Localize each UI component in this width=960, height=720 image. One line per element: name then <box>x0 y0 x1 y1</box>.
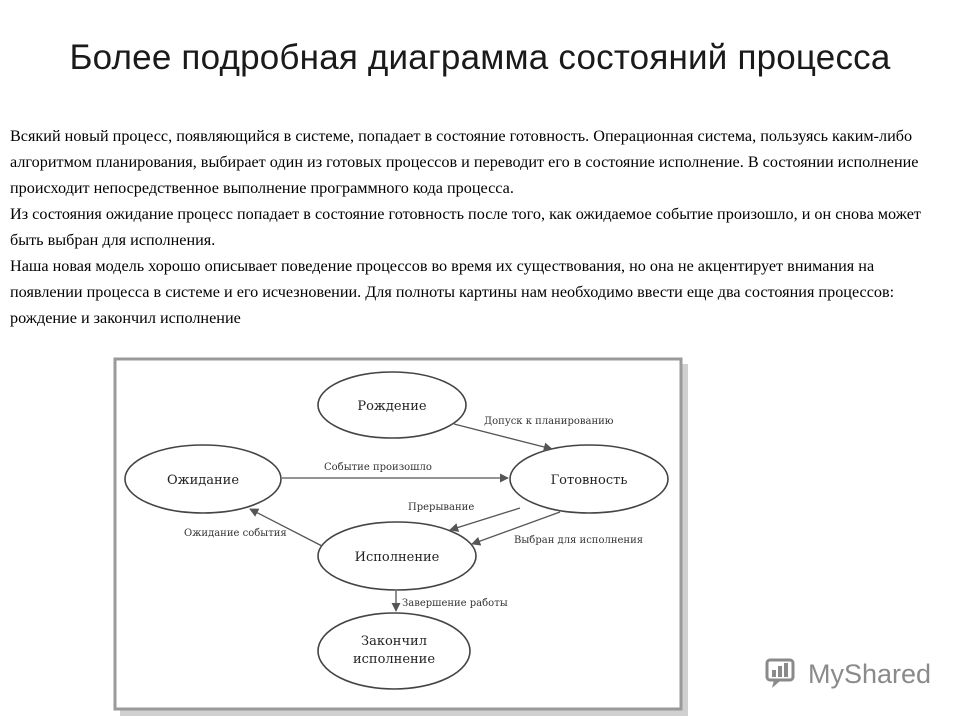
node-birth-label: Рождение <box>357 399 427 414</box>
node-finished-label-1: Закончил <box>361 634 427 649</box>
node-waiting <box>125 445 281 513</box>
node-running <box>318 522 476 590</box>
node-running-label: Исполнение <box>354 550 440 565</box>
node-birth <box>318 372 466 438</box>
edge-exit-label: Завершение работы <box>402 598 508 609</box>
myshared-logo-icon <box>764 656 802 692</box>
myshared-logo <box>764 656 931 692</box>
node-ready <box>510 445 668 513</box>
node-finished <box>318 613 470 689</box>
edge-wait-event-label: Ожидание события <box>184 528 287 539</box>
node-finished-label-2: исполнение <box>352 652 436 667</box>
paragraph-2: Из состояния ожидание процесс попадает в состояние готовность после того, как ожидаемое событие произошло, и он снова может быть выбран для исполнения. <box>10 205 921 249</box>
body-text <box>10 123 945 331</box>
myshared-logo-text: MyShared <box>808 658 932 689</box>
edge-admit-label: Допуск к планированию <box>484 416 614 427</box>
node-ready-label: Готовность <box>550 473 628 488</box>
slide-title: Более подробная диаграмма состояний процесса <box>69 38 891 77</box>
state-diagram <box>112 356 692 718</box>
paragraph-1: Всякий новый процесс, появляющийся в системе, попадает в состояние готовность. Операционная система, пользуясь каким-либо алгоритмом планирования, выбирает один из готовых процессов и переводит его в состояние исполнение. В состоянии исполнение происходит непосредственное выполнение программного кода процесса. <box>10 127 919 197</box>
paragraph-3: Наша новая модель хорошо описывает поведение процессов во время их существования, но она не акцентирует внимания на появлении процесса в системе и его исчезновении. Для полноты картины нам необходимо ввести еще два состояния процессов: рождение и закончил исполнение <box>10 257 895 327</box>
edge-dispatch-label: Выбран для исполнения <box>514 535 644 546</box>
node-waiting-label: Ожидание <box>166 473 240 488</box>
edge-interrupt-label: Прерывание <box>408 502 475 513</box>
edge-event-occurred-label: Событие произошло <box>324 462 432 473</box>
